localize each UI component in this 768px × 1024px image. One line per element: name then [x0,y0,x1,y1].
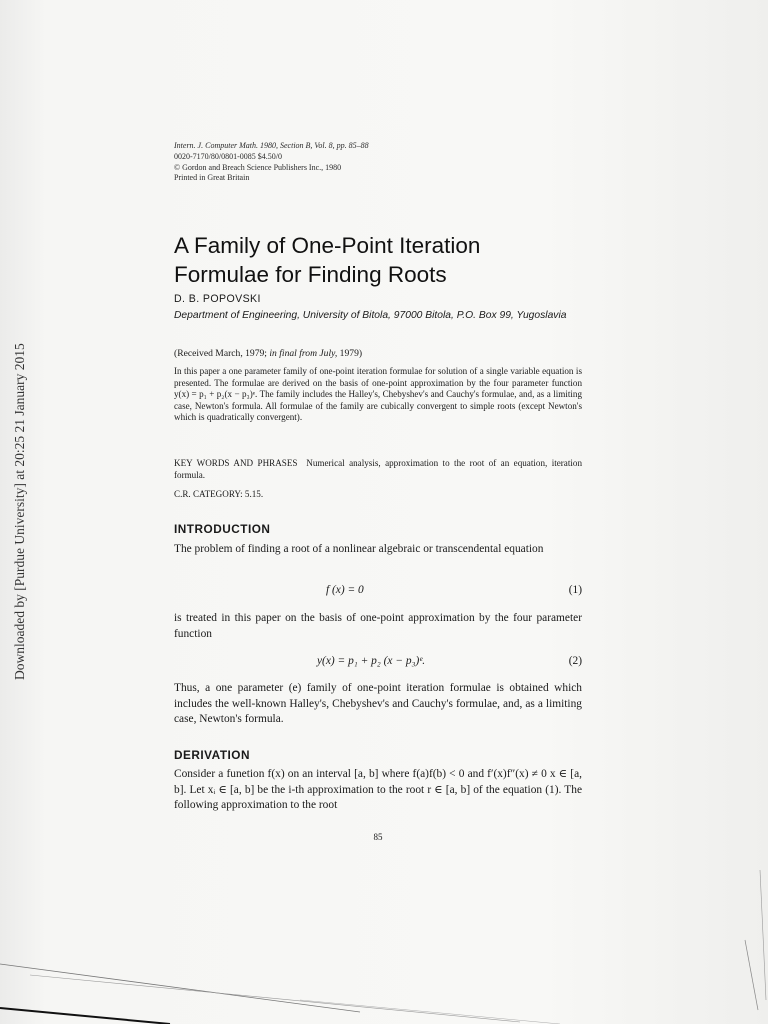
copyright-line: © Gordon and Breach Science Publishers Inc., 1980 [174,162,342,172]
author-affiliation: Department of Engineering, University of Bitola, 97000 Bitola, P.O. Box 99, Yugoslavia [174,310,567,321]
abstract: In this paper a one parameter family of one-point iteration formulae for solution of a single variable equation is presented. The formulae are derived on the basis of one-point approximation by the four parameter function y(x) = p₁ + p₂(x − p₃)ᵉ. The family includes the Halley's, Chebyshev's and Cauchy's formulae, and, as a limiting case, Newton's formula. All formulae of the family are cubically convergent to simple roots (except Newton's which is quadratically convergent). [174,366,582,423]
received-suffix: 1979) [339,348,363,359]
keywords [174,458,582,481]
cr-category: C.R. CATEGORY: 5.15. [174,489,264,499]
equation-2-number: (2) [568,655,582,667]
received-dates [174,348,362,359]
equation-1-expression: f (x) = 0 [326,584,364,596]
printed-line: Printed in Great Britain [174,173,250,183]
intro-paragraph-3: Thus, a one parameter (e) family of one-point iteration formulae is obtained which includes the well-known Halley's, Chebyshev's and Cauchy's formulae, and, as a limiting case, Newton's formula. [174,682,582,726]
journal-masthead [174,141,369,184]
derivation-paragraph-1: Consider a funetion f(x) on an interval [a, b] where f(a)f(b) < 0 and f′(x)f″(x) ≠ 0 x ∈ [a, b]. Let xᵢ ∈ [a, b] be the i-th approximation to the root r ∈ [a, b] of the equation (1). The following approximation to the root [174,768,582,812]
intro-paragraph-1: The problem of finding a root of a nonlinear algebraic or transcendental equation [174,543,544,555]
keywords-label: KEY WORDS AND PHRASES [174,458,298,468]
intro-paragraph-2: is treated in this paper on the basis of one-point approximation by the four parameter function [174,612,582,640]
equation-2-expression: y(x) = p₁ + p₂ (x − p₃)ᵉ. [317,655,426,667]
page-number: 85 [373,832,383,842]
download-stamp-text: Downloaded by [Purdue University] at 20:25 21 January 2015 [12,343,27,680]
article-title [174,231,594,289]
journal-citation: Intern. J. Computer Math. 1980, Section B, Vol. 8, pp. 85–88 [174,141,369,150]
title-line-1: A Family of One-Point Iteration [174,233,481,258]
keywords-text: Numerical analysis, approximation to the root of an equation, iteration formula. [174,458,582,480]
issn-code: 0020-7170/80/0801-0085 $4.50/0 [174,151,282,161]
received-prefix: (Received March, 1979; [174,348,267,359]
equation-1-number: (1) [568,584,582,596]
download-stamp [2,343,27,680]
introduction-heading: INTRODUCTION [174,522,271,536]
author-name: D. B. POPOVSKI [174,293,261,305]
received-final: in final from July, [269,348,338,359]
title-line-2: Formulae for Finding Roots [174,262,447,287]
derivation-heading: DERIVATION [174,748,250,762]
